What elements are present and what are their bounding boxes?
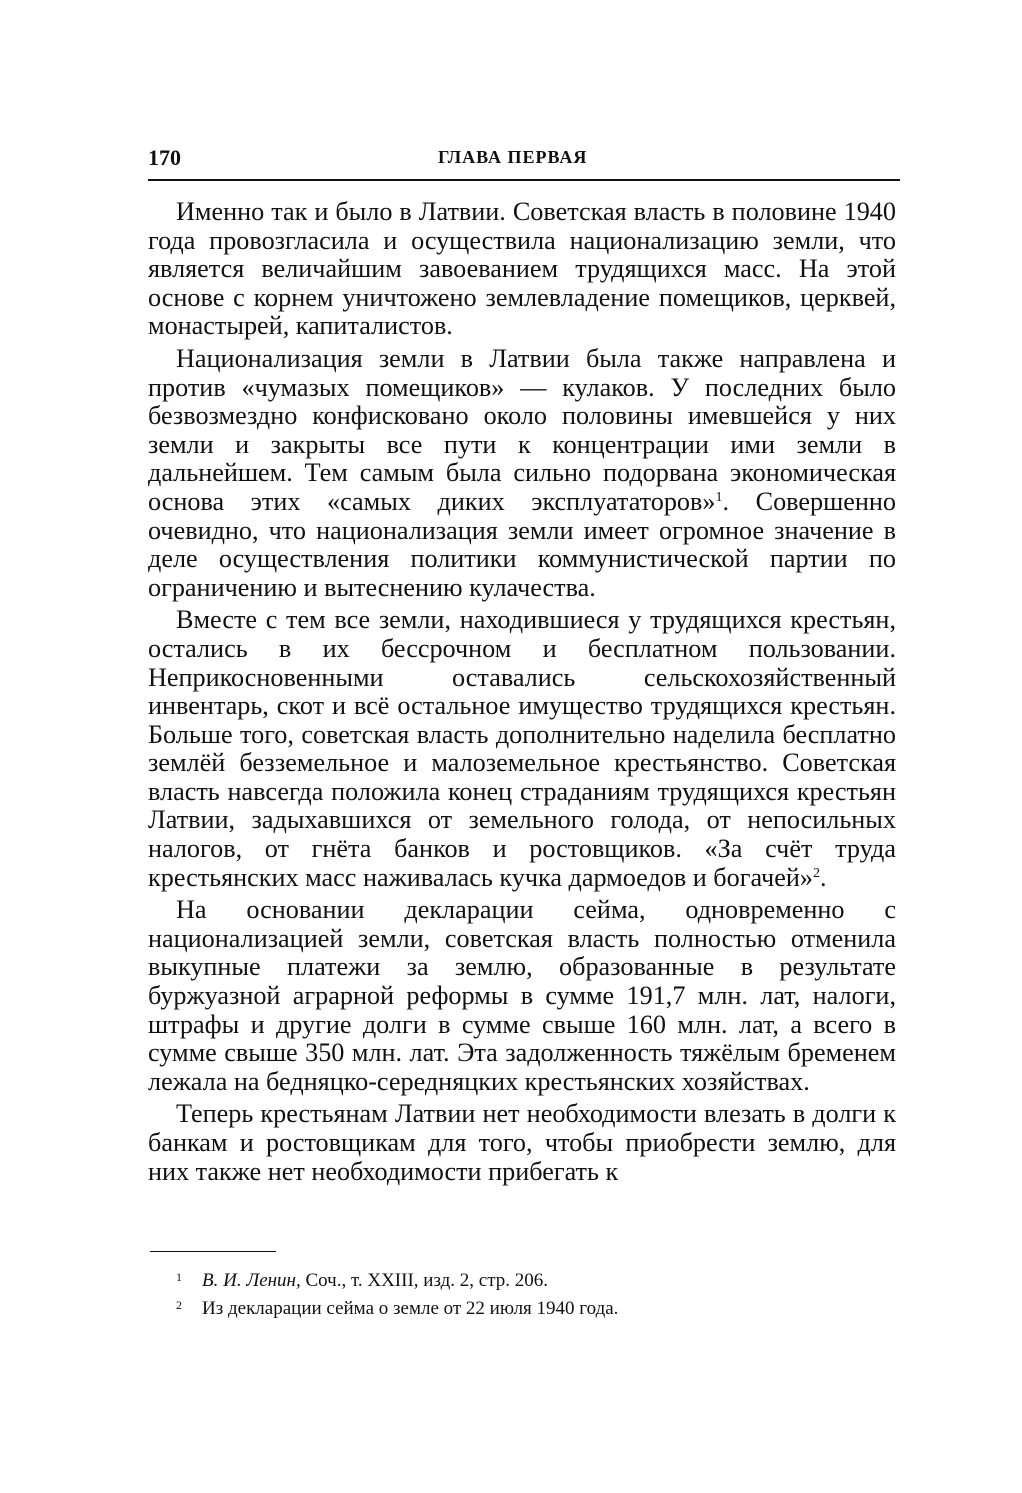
footnote-2-mark: 2 bbox=[176, 1298, 182, 1312]
paragraph-3 bbox=[148, 606, 896, 892]
paragraph-4-text: На основании декларации сейма, одновременно с национализацией земли, советская власть полностью отменила выкупные платежи за землю, образованные в результате буржуазной аграрной реформы в сумме 191,7 млн. лат, налоги, штрафы и другие долги в сумме свыше 160 млн. лат, а всего в сумме свыше 350 млн. лат. Эта задолженность тяжёлым бременем лежала на бедняцко-середняцких крестьянских хозяйствах. bbox=[148, 895, 896, 1096]
paragraph-2-text-after: . Совершенно очевидно, что национализация земли имеет огромное значение в деле осуществления политики коммунистической партии по ограничению и вытеснению кулачества. bbox=[148, 486, 897, 602]
paragraph-3-text-after: . bbox=[819, 862, 827, 892]
footnote-1-text: Соч., т. XXIII, изд. 2, стр. 206. bbox=[300, 1270, 548, 1291]
paragraph-1 bbox=[148, 198, 896, 341]
footnote-divider bbox=[150, 1251, 276, 1252]
paragraph-5 bbox=[148, 1100, 896, 1186]
footnote-1-author: В. И. Ленин, bbox=[202, 1270, 301, 1291]
page-number: 170 bbox=[148, 145, 181, 170]
paragraph-5-text: Теперь крестьянам Латвии нет необходимости влезать в долги к банкам и ростовщикам для того, чтобы приобрести землю, для них также нет необходимости прибегать к bbox=[148, 1099, 896, 1186]
footnotes bbox=[176, 1265, 876, 1321]
paragraph-1-text: Именно так и было в Латвии. Советская власть в половине 1940 года провозгласила и осуществила национализацию земли, что является величайшим завоеванием трудящихся масс. На этой основе с корнем уничтожено землевладение помещиков, церквей, монастырей, капиталистов. bbox=[148, 197, 896, 341]
running-head: ГЛАВА ПЕРВАЯ bbox=[438, 147, 588, 167]
footnote-ref-2[interactable]: 2 bbox=[812, 865, 820, 881]
footnote-1-mark: 1 bbox=[176, 1270, 182, 1284]
paragraph-3-text: Вместе с тем все земли, находившиеся у трудящихся крестьян, остались в их бессрочном и бесплатном пользовании. Неприкосновенными оставались сельскохозяйственный инвентарь, скот и всё остальное имущество трудящихся крестьян. Больше того, советская власть дополнительно наделила бесплатно землёй безземельное и малоземельное крестьянство. Советская власть навсегда положила конец страданиям трудящихся крестьян Латвии, задыхавшихся от земельного голода, от непосильных налогов, от гнёта банков и ростовщиков. «За счёт труда крестьянских масс наживалась кучка дармоедов и богачей» bbox=[148, 605, 896, 892]
footnote-2 bbox=[176, 1293, 876, 1321]
footnote-1 bbox=[176, 1265, 876, 1293]
body-text bbox=[148, 198, 896, 1186]
paragraph-2 bbox=[148, 345, 896, 602]
paragraph-4 bbox=[148, 896, 896, 1096]
page-header bbox=[148, 143, 900, 181]
footnote-2-text: Из декларации сейма о земле от 22 июля 1940 года. bbox=[202, 1298, 619, 1319]
footnote-ref-1[interactable]: 1 bbox=[715, 489, 723, 505]
paragraph-2-text: Национализация земли в Латвии была также направлена и против «чумазых помещиков» — кулаков. У последних было безвозмездно конфисковано около половины имевшейся у них земли и закрыты все пути к концентрации ими земли в дальнейшем. Тем самым была сильно подорвана экономическая основа этих «самых диких эксплуататоров» bbox=[148, 343, 896, 516]
